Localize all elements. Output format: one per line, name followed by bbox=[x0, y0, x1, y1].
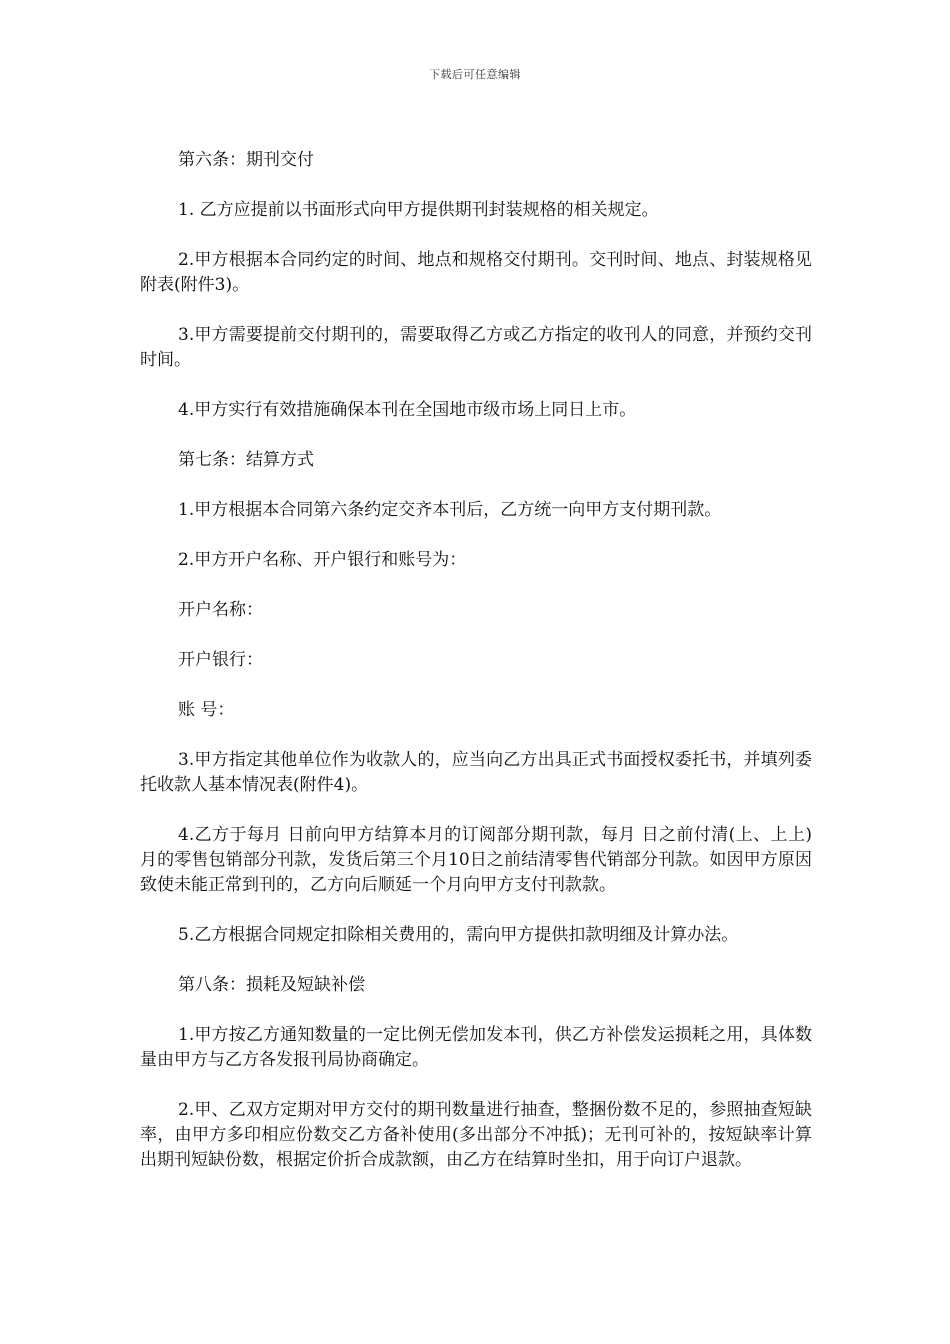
clause-6-3: 3.甲方需要提前交付期刊的，需要取得乙方或乙方指定的收刊人的同意，并预约交刊时间。 bbox=[140, 325, 812, 370]
clause-7-3: 3.甲方指定其他单位作为收款人的，应当向乙方出具正式书面授权委托书，并填列委托收款人基本情况表(附件4)。 bbox=[140, 750, 812, 795]
section-heading-article-6: 第六条：期刊交付 bbox=[178, 150, 314, 170]
clause-6-1: 1. 乙方应提前以书面形式向甲方提供期刊封装规格的相关规定。 bbox=[178, 200, 659, 220]
clause-6-2: 2.甲方根据本合同约定的时间、地点和规格交付期刊。交刊时间、地点、封装规格见附表(附件3)。 bbox=[140, 250, 812, 295]
clause-6-4: 4.甲方实行有效措施确保本刊在全国地市级市场上同日上市。 bbox=[178, 400, 637, 420]
clause-7-2: 2.甲方开户名称、开户银行和账号为： bbox=[178, 550, 467, 570]
account-name-line: 开户名称： bbox=[178, 600, 263, 620]
page-header-note: 下载后可任意编辑 bbox=[429, 68, 521, 81]
section-heading-article-7: 第七条：结算方式 bbox=[178, 450, 314, 470]
clause-8-1: 1.甲方按乙方通知数量的一定比例无偿加发本刊，供乙方补偿发运损耗之用，具体数量由甲方与乙方各发报刊局协商确定。 bbox=[140, 1025, 812, 1070]
section-heading-article-8: 第八条：损耗及短缺补偿 bbox=[178, 975, 365, 995]
bank-name-line: 开户银行： bbox=[178, 650, 263, 670]
clause-8-2: 2.甲、乙双方定期对甲方交付的期刊数量进行抽查，整捆份数不足的，参照抽查短缺率，由甲方多印相应份数交乙方备补使用(多出部分不冲抵)；无刊可补的，按短缺率计算出期刊短缺份数，根据定价折合成款额，由乙方在结算时坐扣，用于向订户退款。 bbox=[140, 1100, 812, 1170]
account-number-line: 账 号： bbox=[178, 700, 235, 720]
clause-7-5: 5.乙方根据合同规定扣除相关费用的，需向甲方提供扣款明细及计算办法。 bbox=[178, 925, 739, 945]
clause-7-1: 1.甲方根据本合同第六条约定交齐本刊后，乙方统一向甲方支付期刊款。 bbox=[178, 500, 722, 520]
document-body bbox=[140, 148, 812, 1198]
clause-7-4: 4.乙方于每月 日前向甲方结算本月的订阅部分期刊款，每月 日之前付清(上、上上)月的零售包销部分刊款，发货后第三个月10日之前结清零售代销部分刊款。如因甲方原因致使未能正常到刊的，乙方向后顺延一个月向甲方支付刊款款。 bbox=[140, 825, 812, 895]
